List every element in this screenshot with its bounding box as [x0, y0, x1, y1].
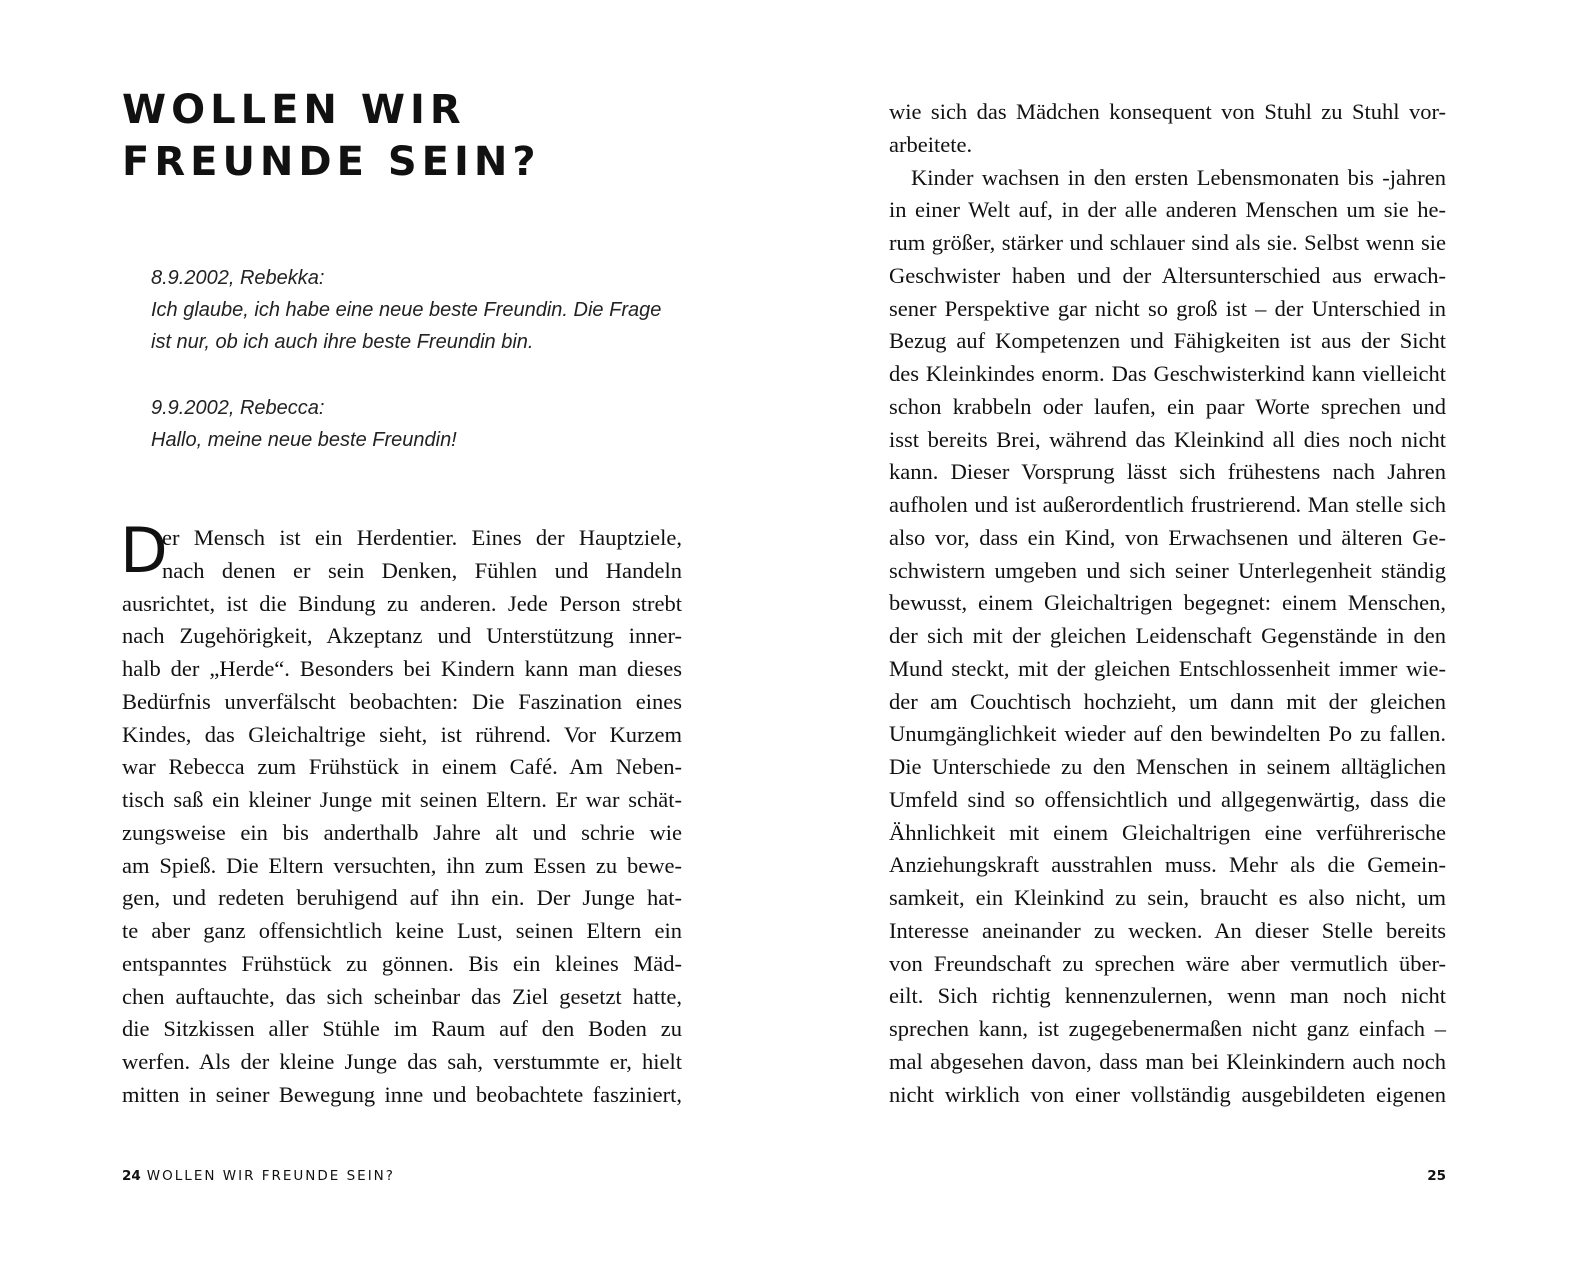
right-page-number: 25 [1427, 1168, 1446, 1184]
right-page [797, 0, 1594, 1270]
diary-entry [151, 392, 711, 456]
chapter-title [122, 84, 541, 188]
body-line: samkeit, ein Kleinkind zu sein, braucht es also nicht, um [889, 885, 1446, 910]
body-line: Kinder wachsen in den ersten Lebensmonaten bis -jahren [911, 164, 1446, 190]
body-line: bewusst, einem Gleichaltrigen begegnet: einem Menschen, [889, 590, 1446, 616]
body-line: also vor, dass ein Kind, von Erwachsenen und älteren Ge- [889, 524, 1446, 550]
body-line: Umfeld sind so offensichtlich und allgegenwärtig, dass die [889, 786, 1446, 812]
body-line: zungsweise ein bis anderthalb Jahre alt und schrie wie [122, 819, 682, 845]
body-line: Unumgänglichkeit wieder auf den bewindelten Po zu fallen. [889, 721, 1446, 747]
diary-entry-line: ist nur, ob ich auch ihre beste Freundin bin. [151, 331, 534, 353]
body-line: arbeitete. [889, 131, 973, 157]
body-line: am Spieß. Die Eltern versuchten, ihn zum Essen zu bewe- [122, 852, 682, 878]
body-line: nach denen er sein Denken, Fühlen und Handeln [162, 557, 682, 583]
body-line: aufholen und ist außerordentlich frustrierend. Man stelle sich [889, 492, 1446, 517]
diary-entry-line: Ich glaube, ich habe eine neue beste Freundin. Die Frage [151, 299, 662, 321]
body-line: tisch saß ein kleiner Junge mit seinen Eltern. Er war schät- [122, 787, 682, 812]
body-line: er Mensch ist ein Herdentier. Eines der Hauptziele, [162, 525, 682, 550]
body-line: war Rebecca zum Frühstück in einem Café. Am Neben- [122, 754, 682, 780]
body-line: Interesse aneinander zu wecken. An dieser Stelle bereits [889, 917, 1446, 943]
body-line: mal abgesehen davon, dass man bei Kleinkindern auch noch [889, 1048, 1446, 1074]
body-line: sprechen kann, ist zugegebenermaßen nicht ganz einfach – [889, 1016, 1446, 1041]
body-line: Geschwister haben und der Altersunterschied aus erwach- [889, 262, 1446, 288]
body-line: des Kleinkindes enorm. Das Geschwisterkind kann vielleicht [889, 361, 1446, 386]
body-line: Ähnlichkeit mit einem Gleichaltrigen eine verführerische [889, 819, 1446, 845]
diary-entry-heading: 8.9.2002, Rebekka: [151, 267, 325, 289]
body-line: nach Zugehörigkeit, Akzeptanz und Unterstützung inner- [122, 623, 682, 649]
body-line: kann. Dieser Vorsprung lässt sich frühestens nach Jahren [889, 459, 1446, 485]
body-line: nicht wirklich von einer vollständig ausgebildeten eigenen [889, 1081, 1446, 1107]
body-line: wie sich das Mädchen konsequent von Stuhl zu Stuhl vor- [889, 99, 1446, 124]
body-line: Anziehungskraft ausstrahlen muss. Mehr als die Gemein- [889, 852, 1446, 878]
body-line: Bezug auf Kompetenzen und Fähigkeiten ist aus der Sicht [889, 328, 1446, 354]
body-line: Die Unterschiede zu den Menschen in seinem alltäglichen [889, 754, 1446, 779]
body-line: sener Perspektive gar nicht so groß ist – der Unterschied in [889, 295, 1446, 321]
body-line: ausrichtet, ist die Bindung zu anderen. Jede Person strebt [122, 590, 682, 616]
left-footer [122, 1168, 395, 1184]
body-line: te aber ganz offensichtlich keine Lust, seinen Eltern ein [122, 918, 682, 943]
body-line: schwistern umgeben und sich seiner Unterlegenheit ständig [889, 557, 1446, 583]
body-line: Kindes, das Gleichaltrige sieht, ist rührend. Vor Kurzem [122, 721, 682, 747]
left-page-number: 24 [122, 1168, 141, 1184]
body-line: eilt. Sich richtig kennenzulernen, wenn man noch nicht [889, 983, 1446, 1009]
body-line: isst bereits Brei, während das Kleinkind all dies noch nicht [889, 426, 1446, 452]
body-line: gen, und redeten beruhigend auf ihn ein. Der Junge hat- [122, 885, 682, 911]
right-body-text [889, 96, 1446, 1111]
diary-entry-heading: 9.9.2002, Rebecca: [151, 397, 325, 419]
body-line: halb der „Herde“. Besonders bei Kindern kann man dieses [122, 656, 682, 681]
body-line: mitten in seiner Bewegung inne und beobachtete fasziniert, [122, 1081, 682, 1107]
body-line: der am Couchtisch hochzieht, um dann mit der gleichen [889, 688, 1446, 714]
body-line: von Freundschaft zu sprechen wäre aber vermutlich über- [889, 950, 1446, 976]
body-line: die Sitzkissen aller Stühle im Raum auf den Boden zu [122, 1016, 682, 1042]
body-line: rum größer, stärker und schlauer sind als sie. Selbst wenn sie [889, 230, 1446, 255]
body-line: in einer Welt auf, in der alle anderen Menschen um sie he- [889, 197, 1446, 223]
drop-cap: D [120, 514, 168, 587]
body-line: werfen. Als der kleine Junge das sah, verstummte er, hielt [122, 1049, 682, 1074]
body-line: Mund steckt, mit der gleichen Entschlossenheit immer wie- [889, 655, 1446, 681]
body-line: chen auftauchte, das sich scheinbar das Ziel gesetzt hatte, [122, 983, 682, 1009]
body-line: entspanntes Frühstück zu gönnen. Bis ein kleines Mäd- [122, 950, 682, 976]
left-body-text [120, 514, 682, 1112]
chapter-title-line: FREUNDE SEIN? [122, 139, 541, 185]
diary-entry-line: Hallo, meine neue beste Freundin! [151, 429, 457, 451]
body-line: Bedürfnis unverfälscht beobachten: Die Faszination eines [122, 688, 682, 714]
body-line: der sich mit der gleichen Leidenschaft Gegenstände in den [889, 623, 1446, 648]
body-line: schon krabbeln oder laufen, ein paar Worte sprechen und [889, 393, 1446, 419]
chapter-title-line: WOLLEN WIR [122, 87, 466, 133]
running-head: WOLLEN WIR FREUNDE SEIN? [146, 1168, 395, 1184]
diary-entry [151, 262, 711, 358]
